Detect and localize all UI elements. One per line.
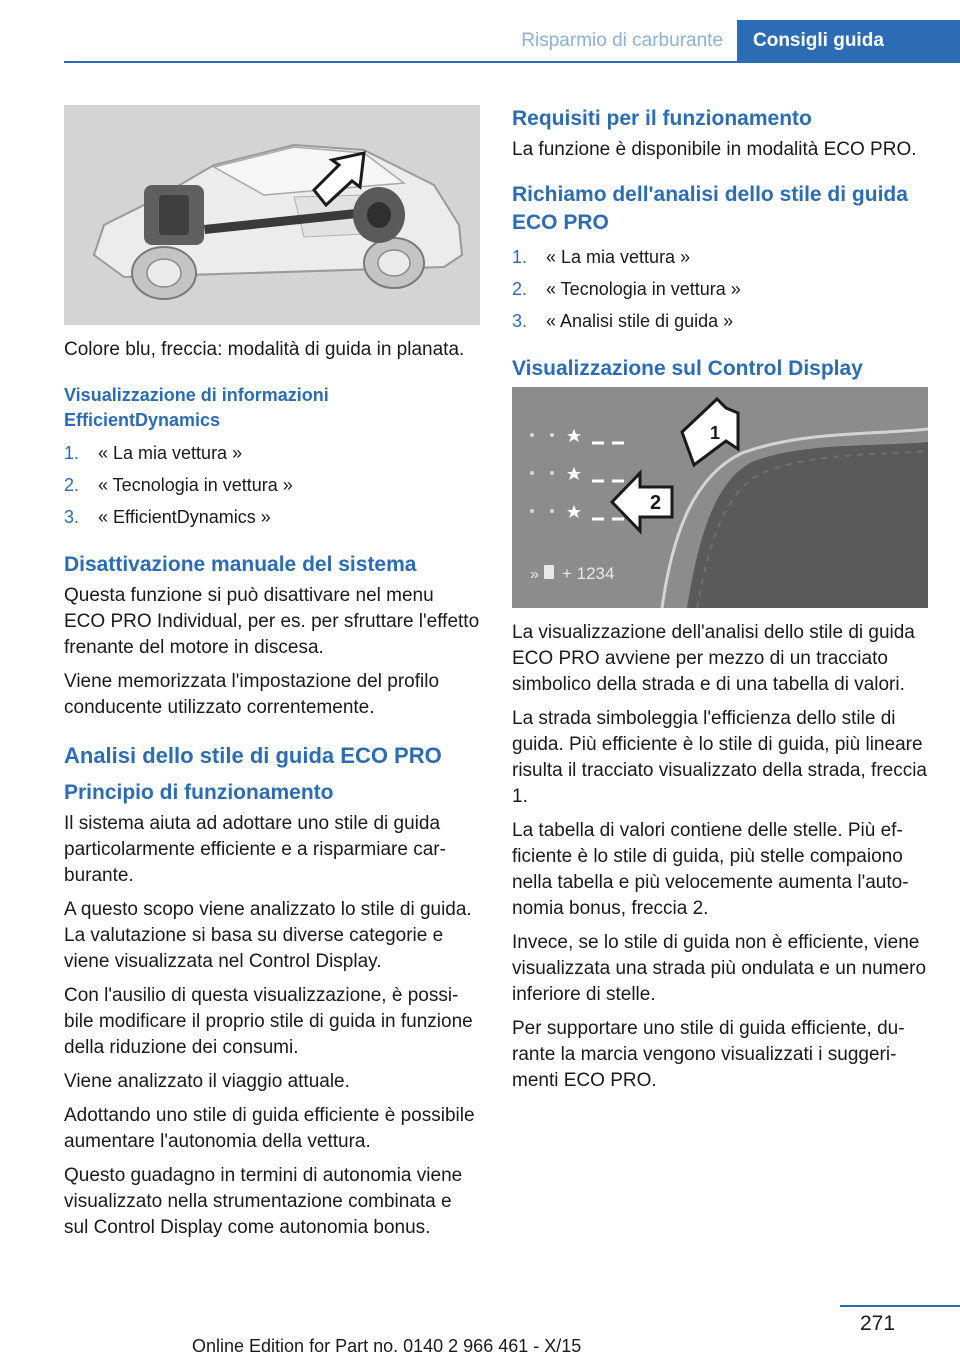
paragraph: Con l'ausilio di questa visualizzazione, è possibile modificare il proprio stile di guida in funzione della riduzione dei consumi. <box>64 985 473 1058</box>
step-text: « EfficientDynamics » <box>98 507 271 527</box>
step-text: « Analisi stile di guida » <box>546 311 734 331</box>
paragraph: Viene memorizzata l'impostazione del profilo conducente utilizzato correntemente. <box>64 671 440 718</box>
efficientdynamics-steps <box>64 437 480 533</box>
heading-richiamo: Richiamo dell'analisi dello stile di guida ECO PRO <box>512 183 908 234</box>
step-number: 1. <box>512 247 528 267</box>
footer-rule <box>840 1305 960 1307</box>
arrow-1-label: 1 <box>710 423 721 443</box>
control-display-image <box>512 387 928 608</box>
heading-analisi-stile: Analisi dello stile di guida ECO PRO <box>64 743 442 768</box>
list-item <box>512 273 928 305</box>
step-number: 2. <box>512 279 528 299</box>
left-column <box>64 105 480 1249</box>
control-display-drawing <box>512 387 928 608</box>
bonus-range-prefix: » <box>530 566 539 583</box>
paragraph: Invece, se lo stile di guida non è efficiente, viene visualizzata una strada più ondulata e un numero inferiore di stelle. <box>512 932 927 1005</box>
step-text: « La mia vettura » <box>546 247 691 267</box>
right-column <box>512 105 928 1102</box>
car-drawing <box>64 105 480 325</box>
paragraph: A questo scopo viene analizzato lo stile di guida. La valutazione si basa su diverse categorie e viene visualizzata nel Control Display. <box>64 899 472 972</box>
paragraph: Adottando uno stile di guida efficiente è possibile aumentare l'autonomia della vettura. <box>64 1105 475 1152</box>
header-chapter-tab: Consigli guida <box>737 20 960 62</box>
header-rule <box>64 61 960 63</box>
paragraph: Per supportare uno stile di guida efficiente, durante la marcia vengono visualizzati i suggerimenti ECO PRO. <box>512 1018 905 1091</box>
page-header <box>0 0 960 62</box>
figure-caption: Colore blu, freccia: modalità di guida in planata. <box>64 339 465 360</box>
list-item <box>64 437 480 469</box>
paragraph: La strada simboleggia l'efficienza dello stile di guida. Più efficiente è lo stile di guida, più lineare risulta il tracciato visualizzato della strada, freccia 1. <box>512 708 928 807</box>
paragraph: La visualizzazione dell'analisi dello stile di guida ECO PRO avviene per mezzo di un tracciato simbolico della strada e di una tabella di valori. <box>512 622 915 695</box>
paragraph: Il sistema aiuta ad adottare uno stile di guida particolarmente efficiente e a risparmiare carburante. <box>64 813 446 886</box>
heading-visualizzazione: Visualizzazione sul Control Display <box>512 357 863 380</box>
step-text: « Tecnologia in vettura » <box>98 475 293 495</box>
heading-disattivazione: Disattivazione manuale del sistema <box>64 553 417 576</box>
header-section-title: Risparmio di carburante <box>521 30 723 51</box>
richiamo-steps <box>512 241 928 337</box>
step-number: 2. <box>64 475 80 495</box>
list-item <box>64 501 480 533</box>
step-number: 3. <box>512 311 528 331</box>
list-item <box>64 469 480 501</box>
page-number: 271 <box>860 1312 896 1335</box>
step-text: « La mia vettura » <box>98 443 243 463</box>
paragraph: Viene analizzato il viaggio attuale. <box>64 1071 350 1092</box>
paragraph: Questo guadagno in termini di autonomia viene visualizzato nella strumentazione combinata e sul Control Display come autonomia bonus. <box>64 1165 463 1238</box>
step-text: « Tecnologia in vettura » <box>546 279 741 299</box>
step-number: 1. <box>64 443 80 463</box>
bonus-range-value: + 1234 <box>562 564 615 583</box>
list-item <box>512 305 928 337</box>
heading-efficientdynamics: Visualizzazione di informazioni EfficientDynamics <box>64 385 329 430</box>
list-item <box>512 241 928 273</box>
paragraph: La tabella di valori contiene delle stelle. Più efficiente è lo stile di guida, più stelle compaiono nella tabella e più velocemente aumenta l'autonomia bonus, freccia 2. <box>512 820 909 919</box>
step-number: 3. <box>64 507 80 527</box>
paragraph: Questa funzione si può disattivare nel menu ECO PRO Individual, per es. per sfruttare l'effetto frenante del motore in discesa. <box>64 585 480 658</box>
heading-requisiti: Requisiti per il funzionamento <box>512 107 812 130</box>
heading-principio: Principio di funzionamento <box>64 781 334 804</box>
paragraph: La funzione è disponibile in modalità ECO PRO. <box>512 139 917 160</box>
arrow-2-label: 2 <box>650 492 662 514</box>
edition-note: Online Edition for Part no. 0140 2 966 461 - X/15 <box>192 1336 582 1356</box>
fuel-pump-icon <box>544 565 554 579</box>
car-illustration <box>64 105 480 325</box>
